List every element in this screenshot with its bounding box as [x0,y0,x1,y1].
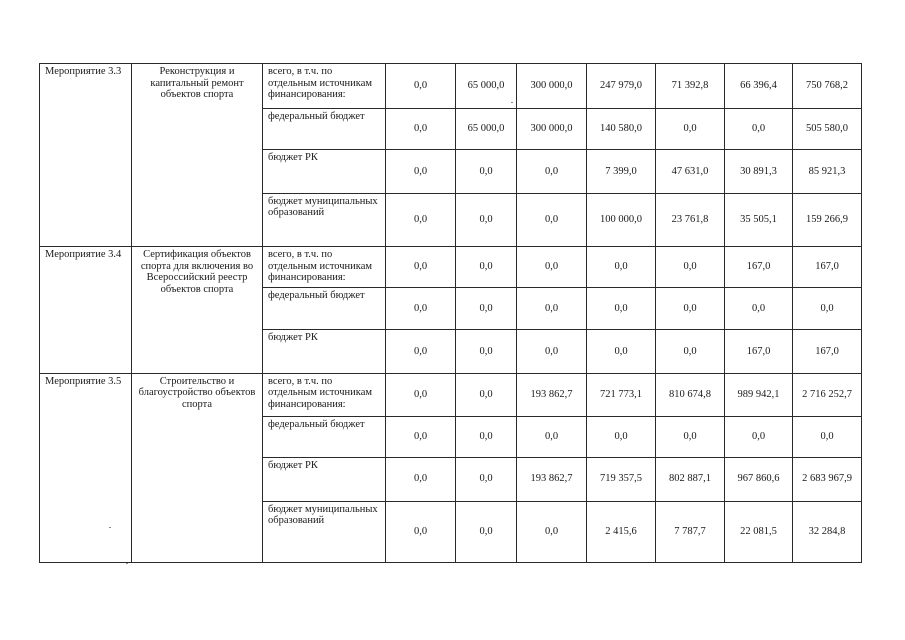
amount-cell: 0,0 [587,247,656,288]
amount-cell: 0,0 [517,149,587,193]
amount-cell: 0,0 [386,64,456,109]
amount-cell: 0,0 [386,501,456,562]
funding-table [39,63,862,563]
table-row [40,64,862,109]
amount-cell: 47 631,0 [656,149,725,193]
amount-cell: 0,0 [456,373,517,416]
activity-name: Мероприятие 3.3 [40,64,132,247]
funding-table-body [40,64,862,563]
amount-cell: 193 862,7 [517,373,587,416]
amount-cell: 0,0 [456,247,517,288]
funding-source: бюджет муниципальных образований [263,501,386,562]
total-value-cell: 750 768,2 [793,64,862,109]
total-value-cell: 159 266,9 [793,193,862,246]
total-value-cell: 2 683 967,9 [793,457,862,501]
scan-speck [511,102,513,103]
amount-cell: 0,0 [656,108,725,149]
total-value-cell: 32 284,8 [793,501,862,562]
amount-cell: 300 000,0 [517,108,587,149]
amount-cell: 0,0 [517,247,587,288]
funding-source: бюджет РК [263,457,386,501]
amount-cell: 989 942,1 [725,373,793,416]
amount-cell: 0,0 [386,373,456,416]
amount-cell: 0,0 [456,149,517,193]
funding-source: федеральный бюджет [263,108,386,149]
funding-source: федеральный бюджет [263,416,386,457]
activity-name: Мероприятие 3.5 [40,373,132,562]
funding-source: всего, в т.ч. по отдельным источникам финансирования: [263,373,386,416]
amount-cell: 0,0 [456,416,517,457]
amount-cell: 0,0 [517,287,587,329]
amount-cell: 300 000,0 [517,64,587,109]
amount-cell: 7 399,0 [587,149,656,193]
amount-cell: 7 787,7 [656,501,725,562]
amount-cell: 0,0 [656,247,725,288]
amount-cell: 719 357,5 [587,457,656,501]
amount-cell: 0,0 [517,329,587,373]
amount-cell: 0,0 [725,108,793,149]
activity-description: Сертификация объектов спорта для включения во Всероссийский реестр объектов спорта [132,247,263,374]
amount-cell: 0,0 [587,287,656,329]
amount-cell: 0,0 [386,108,456,149]
amount-cell: 0,0 [517,501,587,562]
funding-source: бюджет РК [263,149,386,193]
amount-cell: 65 000,0 [456,108,517,149]
total-value-cell: 0,0 [793,287,862,329]
amount-cell: 167,0 [725,329,793,373]
activity-description: Реконструкция и капитальный ремонт объектов спорта [132,64,263,247]
amount-cell: 0,0 [456,501,517,562]
amount-cell: 0,0 [517,193,587,246]
funding-source: всего, в т.ч. по отдельным источникам финансирования: [263,64,386,109]
amount-cell: 66 396,4 [725,64,793,109]
funding-source: федеральный бюджет [263,287,386,329]
activity-description: Строительство и благоустройство объектов спорта [132,373,263,562]
amount-cell: 0,0 [386,149,456,193]
amount-cell: 0,0 [725,287,793,329]
total-value-cell: 85 921,3 [793,149,862,193]
amount-cell: 0,0 [386,193,456,246]
scan-speck [126,563,128,564]
amount-cell: 22 081,5 [725,501,793,562]
amount-cell: 0,0 [386,416,456,457]
amount-cell: 140 580,0 [587,108,656,149]
amount-cell: 2 415,6 [587,501,656,562]
amount-cell: 100 000,0 [587,193,656,246]
scan-speck [109,527,111,528]
amount-cell: 71 392,8 [656,64,725,109]
amount-cell: 0,0 [656,329,725,373]
amount-cell: 810 674,8 [656,373,725,416]
amount-cell: 0,0 [386,457,456,501]
total-value-cell: 167,0 [793,247,862,288]
table-row [40,373,862,416]
amount-cell: 23 761,8 [656,193,725,246]
amount-cell: 65 000,0 [456,64,517,109]
amount-cell: 0,0 [456,329,517,373]
amount-cell: 967 860,6 [725,457,793,501]
amount-cell: 0,0 [656,287,725,329]
amount-cell: 0,0 [456,287,517,329]
amount-cell: 0,0 [386,247,456,288]
amount-cell: 721 773,1 [587,373,656,416]
amount-cell: 0,0 [386,329,456,373]
amount-cell: 167,0 [725,247,793,288]
amount-cell: 802 887,1 [656,457,725,501]
amount-cell: 0,0 [386,287,456,329]
amount-cell: 30 891,3 [725,149,793,193]
amount-cell: 0,0 [656,416,725,457]
total-value-cell: 505 580,0 [793,108,862,149]
total-value-cell: 2 716 252,7 [793,373,862,416]
funding-source: всего, в т.ч. по отдельным источникам финансирования: [263,247,386,288]
amount-cell: 0,0 [456,193,517,246]
amount-cell: 35 505,1 [725,193,793,246]
amount-cell: 0,0 [725,416,793,457]
amount-cell: 0,0 [587,329,656,373]
funding-table-sheet [39,63,861,563]
amount-cell: 0,0 [517,416,587,457]
activity-name: Мероприятие 3.4 [40,247,132,374]
table-row [40,247,862,288]
total-value-cell: 167,0 [793,329,862,373]
amount-cell: 193 862,7 [517,457,587,501]
total-value-cell: 0,0 [793,416,862,457]
funding-source: бюджет муниципальных образований [263,193,386,246]
amount-cell: 247 979,0 [587,64,656,109]
amount-cell: 0,0 [456,457,517,501]
funding-source: бюджет РК [263,329,386,373]
amount-cell: 0,0 [587,416,656,457]
